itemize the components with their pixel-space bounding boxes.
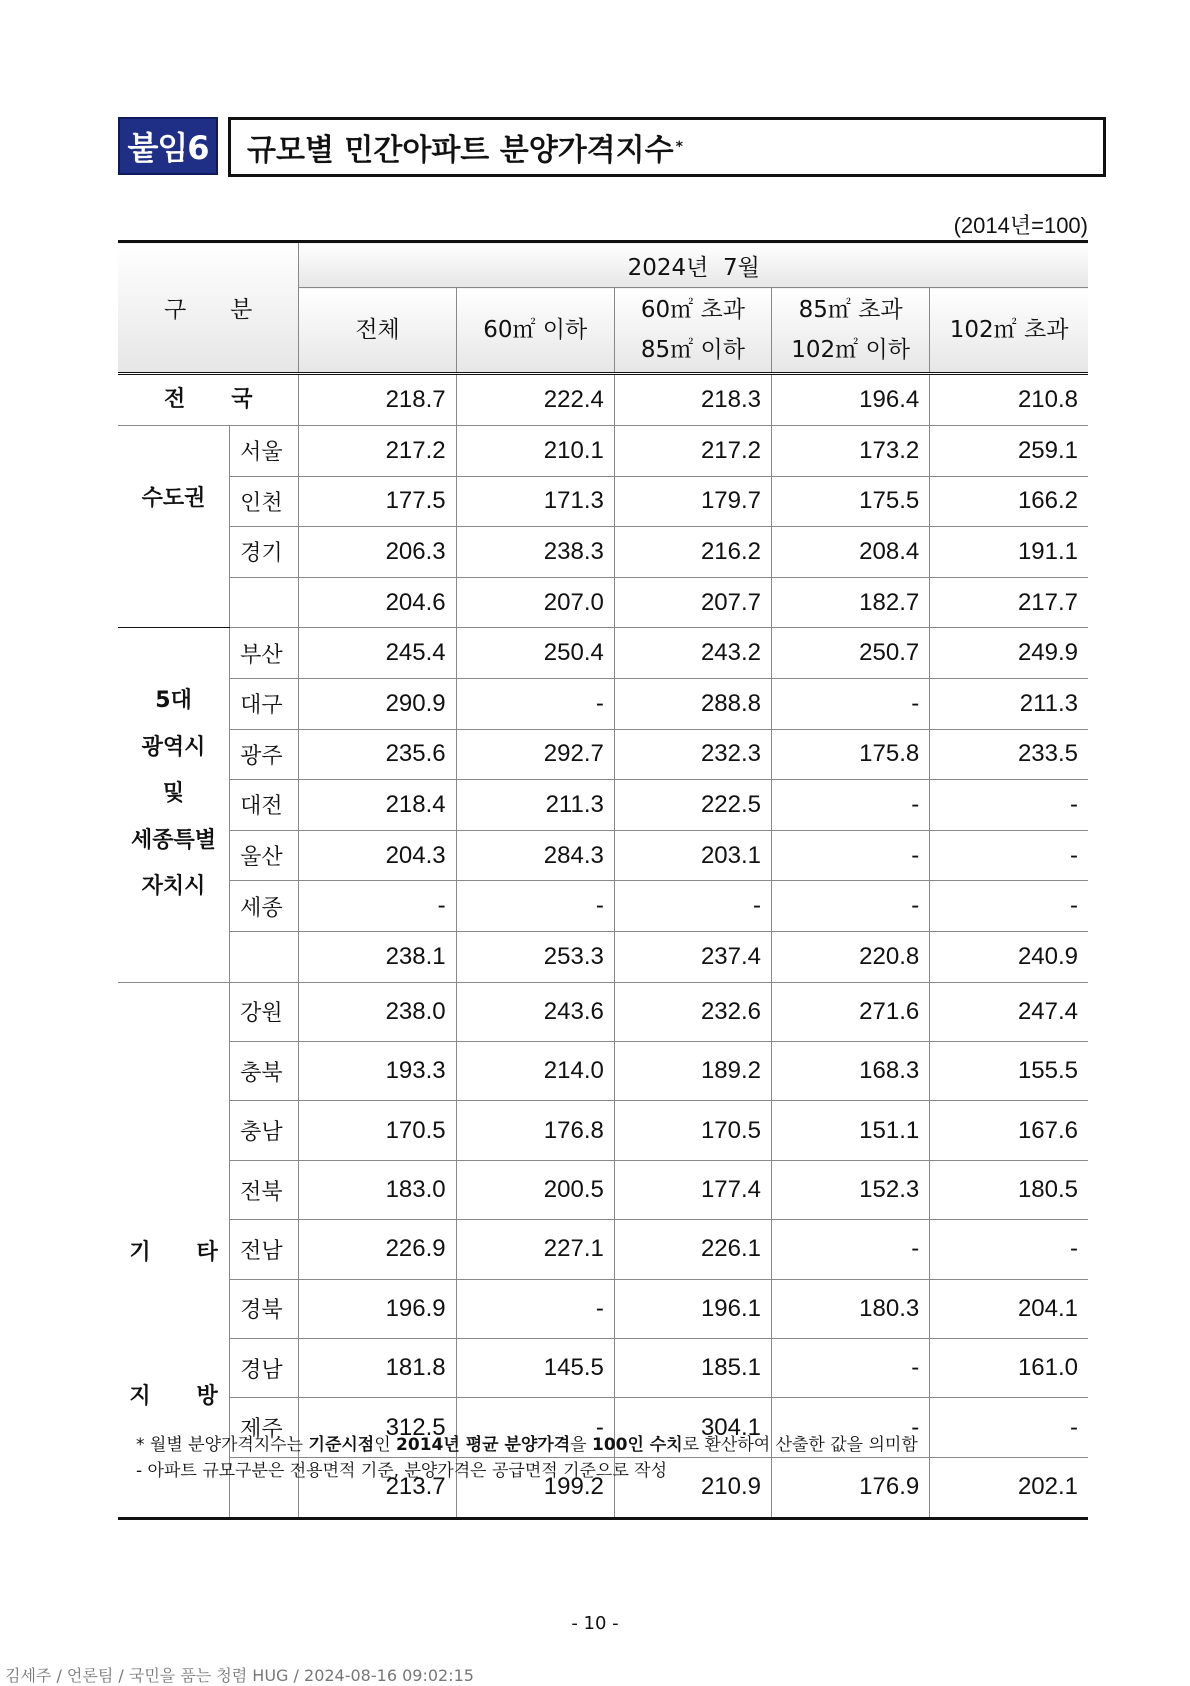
cell: 202.1: [930, 1457, 1088, 1518]
region-metro: 5대 광역시 및 세종특별 자치시: [118, 628, 230, 982]
cell: 211.3: [456, 780, 614, 831]
subregion-label: 경북: [230, 1279, 299, 1338]
cell: 179.7: [614, 476, 771, 527]
cell: 250.4: [456, 628, 614, 679]
cell: 210.9: [614, 1457, 771, 1518]
cell: 182.7: [772, 577, 930, 628]
col-header-102-above: 102㎡ 초과: [930, 288, 1088, 374]
col-header-60-85: 60㎡ 초과 85㎡ 이하: [614, 288, 771, 374]
cell: -: [299, 881, 456, 932]
title-section: [118, 117, 1088, 177]
table-row: [118, 729, 1088, 780]
table-row: [118, 1160, 1088, 1219]
cell: 176.9: [772, 1457, 930, 1518]
cell: -: [772, 830, 930, 881]
table-row: [118, 678, 1088, 729]
table-row-subtotal: [118, 577, 1088, 628]
cell: 196.9: [299, 1279, 456, 1338]
subregion-label: 경기: [230, 527, 299, 578]
subregion-label: 강원: [230, 982, 299, 1041]
cell: 312.5: [299, 1398, 456, 1457]
cell: 222.5: [614, 780, 771, 831]
cell: 233.5: [930, 729, 1088, 780]
cell: 210.8: [930, 374, 1088, 426]
cell: 217.2: [614, 426, 771, 477]
subregion-label: 서울: [230, 426, 299, 477]
cell: -: [456, 678, 614, 729]
cell: 214.0: [456, 1041, 614, 1100]
subregion-label: 경남: [230, 1339, 299, 1398]
cell: -: [456, 881, 614, 932]
cell: 211.3: [930, 678, 1088, 729]
cell: 218.7: [299, 374, 456, 426]
cell: 199.2: [456, 1457, 614, 1518]
cell: 238.0: [299, 982, 456, 1041]
cell: 232.6: [614, 982, 771, 1041]
cell: 200.5: [456, 1160, 614, 1219]
subregion-label: 인천: [230, 476, 299, 527]
cell: 173.2: [772, 426, 930, 477]
cell: 206.3: [299, 527, 456, 578]
cell: 193.3: [299, 1041, 456, 1100]
subregion-label: 전북: [230, 1160, 299, 1219]
cell: 240.9: [930, 931, 1088, 982]
table-row: [118, 628, 1088, 679]
cell: 171.3: [456, 476, 614, 527]
cell: 220.8: [772, 931, 930, 982]
cell: 204.1: [930, 1279, 1088, 1338]
cell: 166.2: [930, 476, 1088, 527]
title-mark: *: [675, 139, 683, 155]
cell: 226.1: [614, 1220, 771, 1279]
cell: 304.1: [614, 1398, 771, 1457]
subregion-label: 충남: [230, 1101, 299, 1160]
cell: 245.4: [299, 628, 456, 679]
subregion-label: 대구: [230, 678, 299, 729]
cell: -: [772, 678, 930, 729]
cell: -: [772, 1398, 930, 1457]
cell: 145.5: [456, 1339, 614, 1398]
cell: 177.4: [614, 1160, 771, 1219]
cell: -: [930, 1220, 1088, 1279]
cell: -: [456, 1398, 614, 1457]
period-header: 2024년 7월: [299, 242, 1088, 288]
cell: 235.6: [299, 729, 456, 780]
cell: 237.4: [614, 931, 771, 982]
cell: 176.8: [456, 1101, 614, 1160]
cell: 196.4: [772, 374, 930, 426]
subregion-label: 울산: [230, 830, 299, 881]
cell: 185.1: [614, 1339, 771, 1398]
document-footer: 김세주 / 언론팀 / 국민을 품는 청렴 HUG / 2024-08-16 09:02:15: [5, 1666, 474, 1685]
category-header: 구 분: [118, 242, 299, 374]
table-row-national: [118, 374, 1088, 426]
cell: 232.3: [614, 729, 771, 780]
cell: 247.4: [930, 982, 1088, 1041]
cell: 183.0: [299, 1160, 456, 1219]
table-row-subtotal: [118, 931, 1088, 982]
cell: 152.3: [772, 1160, 930, 1219]
table-row: [118, 1339, 1088, 1398]
cell: 175.8: [772, 729, 930, 780]
cell: 227.1: [456, 1220, 614, 1279]
table-row: [118, 1279, 1088, 1338]
cell: 155.5: [930, 1041, 1088, 1100]
page-number: - 10 -: [571, 1613, 619, 1634]
cell: 203.1: [614, 830, 771, 881]
footnotes: [136, 1432, 918, 1484]
cell: 207.0: [456, 577, 614, 628]
cell: -: [930, 830, 1088, 881]
cell: 216.2: [614, 527, 771, 578]
attachment-badge: 붙임6: [118, 117, 218, 175]
table-row: [118, 1041, 1088, 1100]
cell: 175.5: [772, 476, 930, 527]
cell: 191.1: [930, 527, 1088, 578]
subregion-label: 전남: [230, 1220, 299, 1279]
cell: 207.7: [614, 577, 771, 628]
cell: 204.6: [299, 577, 456, 628]
cell: 196.1: [614, 1279, 771, 1338]
region-other: 기 타 지 방: [118, 982, 230, 1518]
cell: -: [772, 1220, 930, 1279]
cell: 271.6: [772, 982, 930, 1041]
cell: 226.9: [299, 1220, 456, 1279]
table-row: [118, 1101, 1088, 1160]
cell: 249.9: [930, 628, 1088, 679]
cell: 217.2: [299, 426, 456, 477]
cell: 218.3: [614, 374, 771, 426]
cell: 210.1: [456, 426, 614, 477]
cell: 189.2: [614, 1041, 771, 1100]
region-capital: 수도권: [118, 426, 230, 628]
cell: 238.3: [456, 527, 614, 578]
subregion-label: 세종: [230, 881, 299, 932]
page-title: [228, 117, 1106, 177]
price-index-table: [118, 240, 1088, 1520]
cell: 180.5: [930, 1160, 1088, 1219]
cell: 238.1: [299, 931, 456, 982]
cell: 167.6: [930, 1101, 1088, 1160]
cell: -: [930, 780, 1088, 831]
cell: -: [456, 1279, 614, 1338]
cell: 168.3: [772, 1041, 930, 1100]
table-row: [118, 830, 1088, 881]
cell: 284.3: [456, 830, 614, 881]
cell: 208.4: [772, 527, 930, 578]
title-text: 규모별 민간아파트 분양가격지수: [247, 133, 674, 168]
col-header-60-below: 60㎡ 이하: [456, 288, 614, 374]
subregion-label: 제주: [230, 1398, 299, 1457]
cell: 180.3: [772, 1279, 930, 1338]
region-national: 전 국: [118, 374, 299, 426]
cell: 204.3: [299, 830, 456, 881]
subregion-label: 부산: [230, 628, 299, 679]
cell: -: [772, 780, 930, 831]
table-row: [118, 881, 1088, 932]
cell: -: [772, 1339, 930, 1398]
cell: -: [614, 881, 771, 932]
cell: -: [772, 881, 930, 932]
table-row: [118, 527, 1088, 578]
col-header-total: 전체: [299, 288, 456, 374]
cell: 170.5: [299, 1101, 456, 1160]
subregion-label: 대전: [230, 780, 299, 831]
cell: -: [930, 1398, 1088, 1457]
subregion-label: 광주: [230, 729, 299, 780]
cell: 170.5: [614, 1101, 771, 1160]
subregion-label: 충북: [230, 1041, 299, 1100]
cell: 161.0: [930, 1339, 1088, 1398]
unit-label: (2014년=100): [953, 213, 1088, 238]
col-header-85-102: 85㎡ 초과 102㎡ 이하: [772, 288, 930, 374]
cell: -: [930, 881, 1088, 932]
cell: 218.4: [299, 780, 456, 831]
cell: 243.2: [614, 628, 771, 679]
table-row: [118, 426, 1088, 477]
cell: 288.8: [614, 678, 771, 729]
cell: 292.7: [456, 729, 614, 780]
cell: 243.6: [456, 982, 614, 1041]
footnote-2: - 아파트 규모구분은 전용면적 기준, 분양가격은 공급면적 기준으로 작성: [136, 1461, 668, 1481]
table-row: [118, 476, 1088, 527]
cell: 177.5: [299, 476, 456, 527]
cell: 217.7: [930, 577, 1088, 628]
cell: 290.9: [299, 678, 456, 729]
cell: 259.1: [930, 426, 1088, 477]
cell: 222.4: [456, 374, 614, 426]
cell: 253.3: [456, 931, 614, 982]
table-row: [118, 780, 1088, 831]
cell: 181.8: [299, 1339, 456, 1398]
table-row: [118, 982, 1088, 1041]
subtotal-label: [230, 931, 299, 982]
cell: 151.1: [772, 1101, 930, 1160]
cell: 250.7: [772, 628, 930, 679]
footnote-1: * 월별 분양가격지수는 기준시점인 2014년 평균 분양가격을 100인 수치로 환산하여 산출한 값을 의미함: [136, 1435, 918, 1455]
table-row: [118, 1220, 1088, 1279]
subtotal-label: [230, 577, 299, 628]
cell: 213.7: [299, 1457, 456, 1518]
